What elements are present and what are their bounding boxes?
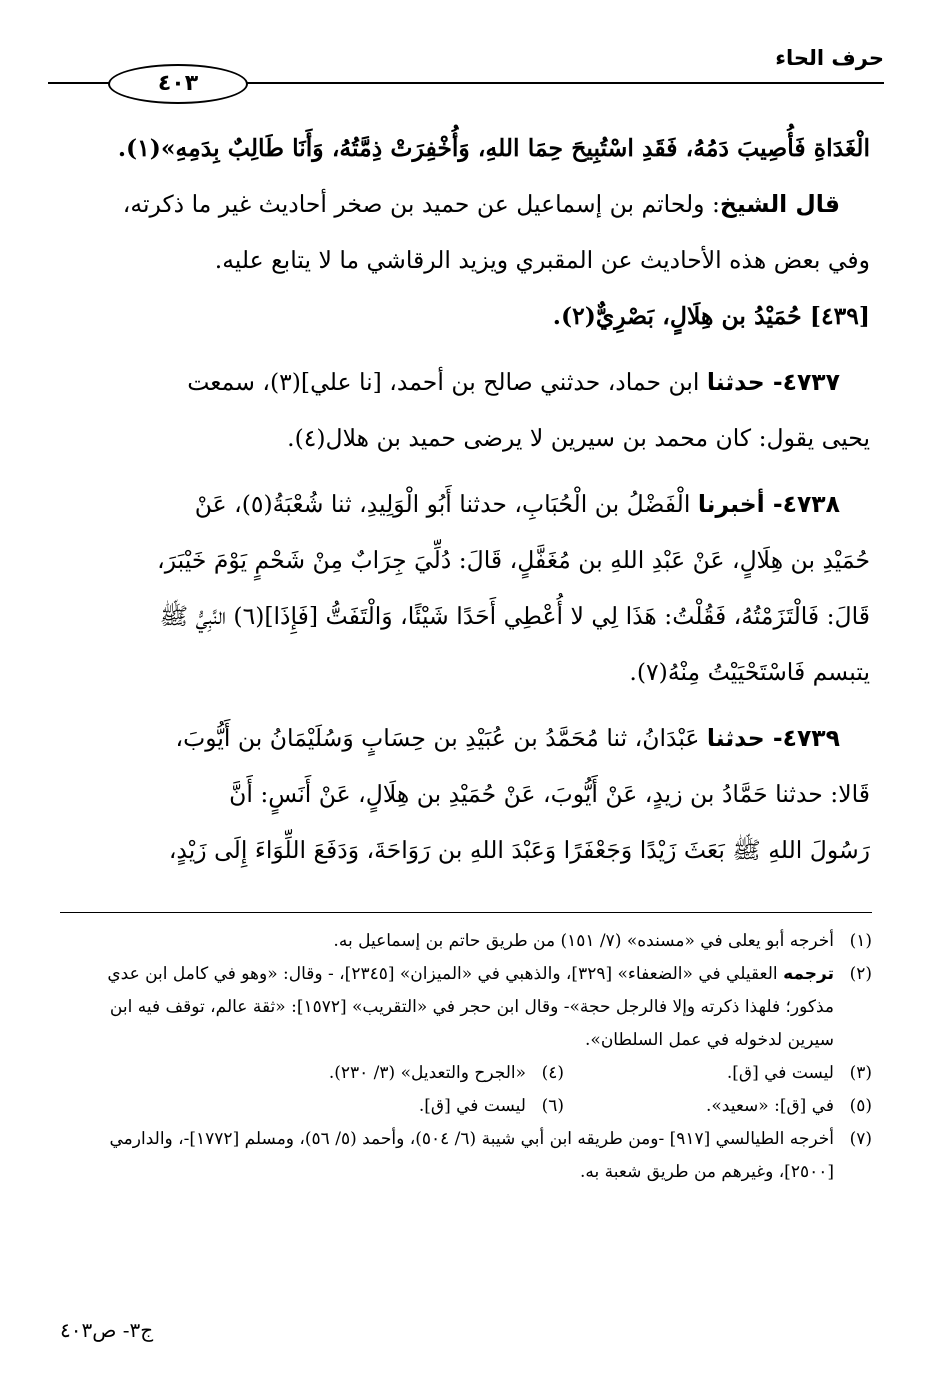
footnote-row: [90, 1057, 872, 1090]
footnote-number: (٥): [849, 1096, 872, 1116]
text-span: : ولحاتم بن إسماعيل عن حميد بن صخر أحاديث غير ما ذكرته،: [122, 190, 720, 218]
footnote-text: العقيلي في «الضعفاء» [٣٢٩]، والذهبي في «الميزان» [٢٣٤٥]، - وقال: «وهو في كامل ابن عدي مذكور؛ فلهذا ذكرته وإلا فالرجل حجة»- وقال ابن حجر في «التقريب» [١٥٧٢]: «ثقة عالم، توقف فيه ابن سيرين لدخوله في عمل السلطان».: [107, 964, 834, 1050]
section-title: حرف الحاء: [775, 46, 884, 70]
footnote-number: (٢): [849, 964, 872, 984]
main-text: [60, 120, 870, 878]
keyword: حدثنا: [706, 368, 765, 396]
footnote-text: أخرجه أبو يعلى في «مسنده» (٧/ ١٥١) من طريق حاتم بن إسماعيل به.: [333, 931, 834, 951]
text-line: وفي بعض هذه الأحاديث عن المقبري ويزيد الرقاشي ما لا يتابع عليه.: [214, 246, 870, 274]
text-line: يتبسم فَاسْتَحْيَيْتُ مِنْهُ(٧).: [629, 658, 870, 686]
keyword: أخبرنا: [697, 490, 765, 518]
footnotes: [90, 925, 872, 1189]
footnote-text: «الجرح والتعديل» (٣/ ٢٣٠).: [328, 1063, 526, 1083]
text-line: قَالَ: فَالْتَزَمْتُهُ، فَقُلْتُ: هَذَا لِي لا أُعْطِي أَحَدًا شَيْئًا، وَالْتَفَتُّ [فَإِذَا](٦) النَّبِيُّ ﷺ: [159, 602, 870, 630]
page-header: [48, 40, 884, 96]
footnote-row: [90, 1090, 872, 1123]
footnote-text: ليست في [ق].: [726, 1063, 834, 1083]
hadith-number: ٤٧٣٨-: [764, 490, 840, 518]
text-span: ابن حماد، حدثني صالح بن أحمد، [نا علي](٣)، سمعت: [187, 368, 707, 396]
footnote-number: (٧): [849, 1129, 872, 1149]
footnote-text: أخرجه الطيالسي [٩١٧] -ومن طريقه ابن أبي شيبة (٦/ ٥٠٤)، وأحمد (٥/ ٥٦)، ومسلم [١٧٧٢]-، والدارمي [٢٥٠٠]، وغيرهم من طريق شعبة به.: [109, 1129, 834, 1182]
hadith-number: ٤٧٣٧-: [764, 368, 840, 396]
text-span: الْفَضْلُ بن الْحُبَابِ، حدثنا أَبُو الْوَلِيدِ، ثنا شُعْبَةُ(٥)، عَنْ: [194, 490, 698, 518]
footnote: [256, 1090, 564, 1123]
footnote: [90, 958, 872, 1057]
footnote-number: (٦): [541, 1096, 564, 1116]
text-line: حُمَيْدِ بن هِلَالٍ، عَنْ عَبْدِ اللهِ بن مُغَفَّلٍ، قَالَ: دُلِّيَ جِرَابٌ مِنْ شَحْمٍ يَوْمَ خَيْبَرَ،: [157, 546, 870, 574]
footnote: [564, 1090, 872, 1123]
hadith-4739-line: [60, 710, 870, 766]
text-span: عَبْدَانُ، ثنا مُحَمَّدُ بن عُبَيْدِ بن حِسَابٍ وَسُلَيْمَانُ بن أَيُّوبَ،: [175, 724, 707, 752]
page-number-badge: ٤٠٣: [108, 64, 248, 104]
footnote-number: (٤): [541, 1063, 564, 1083]
keyword: ترجمه: [783, 964, 834, 984]
keyword: حدثنا: [706, 724, 765, 752]
text-line: الْغَدَاةِ فَأُصِيبَ دَمُهُ، فَقَدِ اسْتُبِيحَ حِمَا اللهِ، وَأُخْفِرَتْ ذِمَّتُهُ، وَأَنَا طَالِبٌ بِدَمِهِ»(١).: [117, 134, 870, 162]
text-line: رَسُولَ اللهِ ﷺ بَعَثَ زَيْدًا وَجَعْفَرًا وَعَبْدَ اللهِ بن رَوَاحَةَ، وَدَفَعَ اللِّوَاءَ إِلَى زَيْدٍ،: [168, 836, 870, 864]
text-line: [60, 176, 870, 232]
text-line: قَالا: حدثنا حَمَّادُ بن زيدٍ، عَنْ أَيُّوبَ، عَنْ حُمَيْدِ بن هِلَالٍ، عَنْ أَنَسٍ: أَنَّ: [229, 780, 870, 808]
footnote-divider: [60, 912, 872, 913]
footnote: [256, 1057, 564, 1090]
keyword: قال الشيخ: [719, 190, 840, 218]
footnote-number: (٣): [849, 1063, 872, 1083]
footnote: [564, 1057, 872, 1090]
text-line: يحيى يقول: كان محمد بن سيرين لا يرضى حميد بن هلال(٤).: [287, 424, 870, 452]
footnote-number: (١): [849, 931, 872, 951]
footnote: [90, 925, 872, 958]
page-reference: ج٣- ص٤٠٣: [60, 1318, 154, 1342]
footnote: [90, 1123, 872, 1189]
hadith-4737-line: [60, 354, 870, 410]
hadith-number: ٤٧٣٩-: [764, 724, 840, 752]
entry-heading: [٤٣٩] حُمَيْدُ بن هِلَالٍ، بَصْرِيٌّ(٢).: [552, 302, 870, 330]
footnote-text: في [ق]: «سعيد».: [706, 1096, 834, 1116]
hadith-4738-line: [60, 476, 870, 532]
footnote-text: ليست في [ق].: [418, 1096, 526, 1116]
